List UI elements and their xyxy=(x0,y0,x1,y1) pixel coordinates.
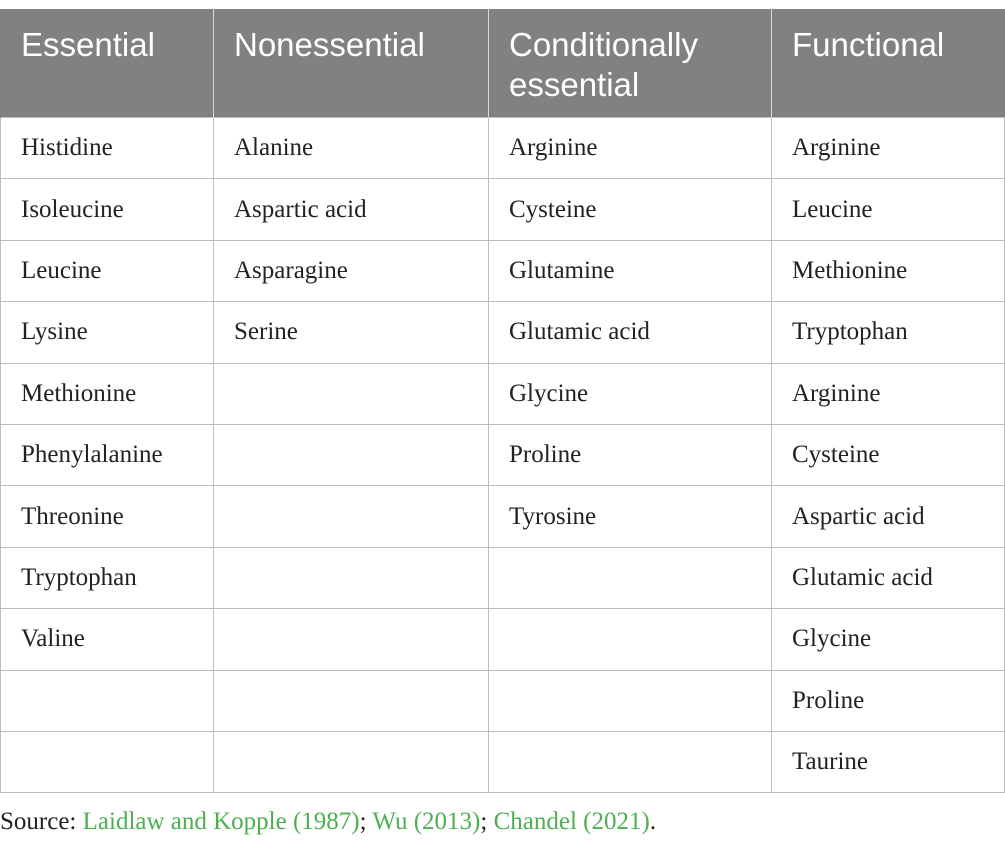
header-row xyxy=(1,9,1005,118)
table-cell: Tryptophan xyxy=(1,547,214,608)
table-row xyxy=(1,240,1005,301)
table-cell: Serine xyxy=(214,302,489,363)
table-row xyxy=(1,118,1005,179)
table-cell xyxy=(489,547,772,608)
table-cell: Glutamic acid xyxy=(489,302,772,363)
table-cell xyxy=(214,486,489,547)
table-cell: Isoleucine xyxy=(1,179,214,240)
table-cell: Tryptophan xyxy=(772,302,1005,363)
table-cell: Histidine xyxy=(1,118,214,179)
table-cell: Threonine xyxy=(1,486,214,547)
header-nonessential: Nonessential xyxy=(214,9,489,118)
table-cell xyxy=(489,609,772,670)
header-conditionally-essential: Conditionally essential xyxy=(489,9,772,118)
table-cell: Alanine xyxy=(214,118,489,179)
table-cell xyxy=(214,609,489,670)
table-cell: Methionine xyxy=(772,240,1005,301)
table-cell: Glycine xyxy=(772,609,1005,670)
source-end: . xyxy=(649,808,657,835)
source-link-laidlaw-kopple[interactable]: Laidlaw and Kopple (1987) xyxy=(82,808,360,835)
table-cell xyxy=(1,670,214,731)
header-essential: Essential xyxy=(1,9,214,118)
table-cell xyxy=(214,547,489,608)
table-cell: Glutamic acid xyxy=(772,547,1005,608)
table-row xyxy=(1,670,1005,731)
table-cell: Tyrosine xyxy=(489,486,772,547)
amino-acid-table-container xyxy=(0,9,1005,793)
amino-acid-table xyxy=(0,9,1005,793)
table-cell: Leucine xyxy=(772,179,1005,240)
table-cell: Cysteine xyxy=(772,424,1005,485)
table-cell: Leucine xyxy=(1,240,214,301)
source-label: Source: xyxy=(0,808,83,835)
table-row xyxy=(1,424,1005,485)
table-cell: Taurine xyxy=(772,731,1005,792)
table-row xyxy=(1,731,1005,792)
source-note xyxy=(0,808,656,836)
table-cell: Proline xyxy=(772,670,1005,731)
table-row xyxy=(1,547,1005,608)
table-cell xyxy=(214,670,489,731)
table-cell xyxy=(489,731,772,792)
source-link-wu[interactable]: Wu (2013) xyxy=(372,808,481,835)
table-cell xyxy=(214,731,489,792)
table-cell xyxy=(214,424,489,485)
table-cell xyxy=(489,670,772,731)
source-separator: ; xyxy=(359,808,373,835)
table-cell: Arginine xyxy=(772,363,1005,424)
source-link-chandel[interactable]: Chandel (2021) xyxy=(493,808,650,835)
table-cell: Asparagine xyxy=(214,240,489,301)
table-cell: Lysine xyxy=(1,302,214,363)
table-row xyxy=(1,486,1005,547)
table-cell: Methionine xyxy=(1,363,214,424)
table-cell: Valine xyxy=(1,609,214,670)
table-row xyxy=(1,363,1005,424)
table-cell: Cysteine xyxy=(489,179,772,240)
table-cell: Aspartic acid xyxy=(214,179,489,240)
table-row xyxy=(1,302,1005,363)
table-row xyxy=(1,179,1005,240)
table-cell xyxy=(214,363,489,424)
table-cell xyxy=(1,731,214,792)
table-body xyxy=(1,118,1005,793)
table-cell: Glutamine xyxy=(489,240,772,301)
source-separator: ; xyxy=(480,808,494,835)
header-functional: Functional xyxy=(772,9,1005,118)
table-row xyxy=(1,609,1005,670)
table-cell: Proline xyxy=(489,424,772,485)
table-header xyxy=(1,9,1005,118)
table-cell: Arginine xyxy=(772,118,1005,179)
table-cell: Arginine xyxy=(489,118,772,179)
table-cell: Phenylalanine xyxy=(1,424,214,485)
table-cell: Glycine xyxy=(489,363,772,424)
table-cell: Aspartic acid xyxy=(772,486,1005,547)
